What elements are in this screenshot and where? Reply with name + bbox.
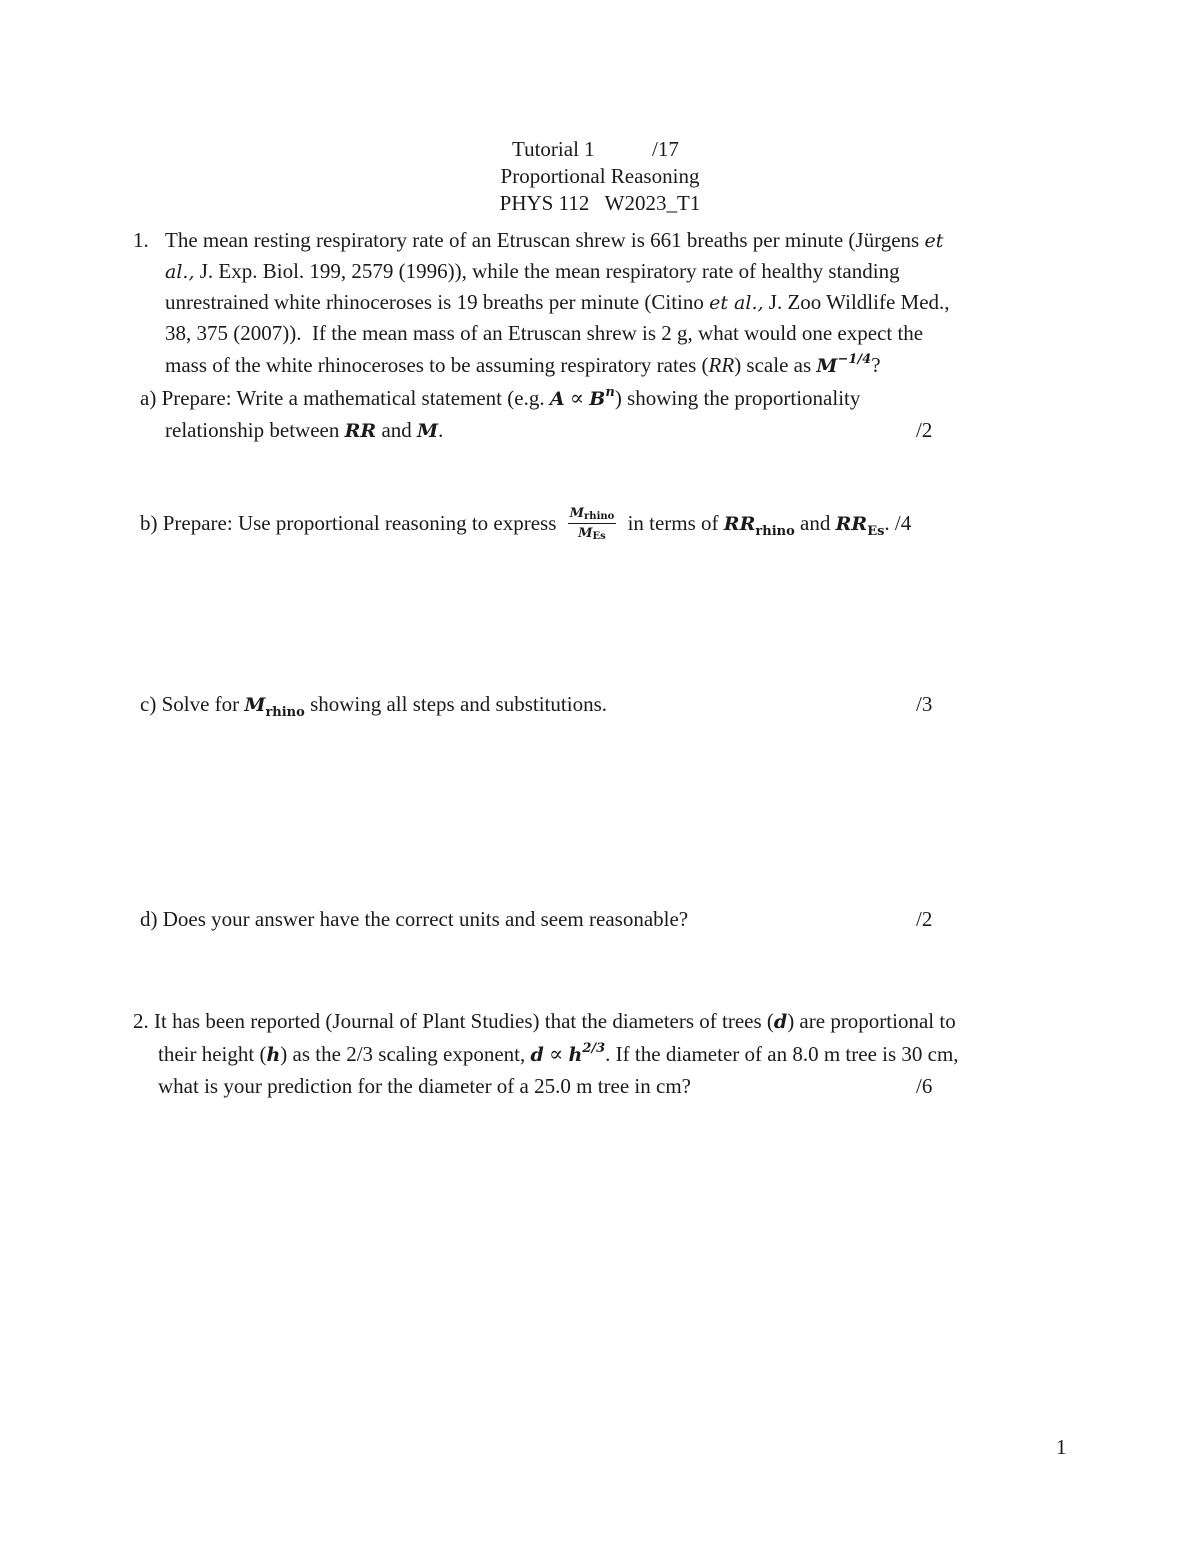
rr-symbol: RR (708, 353, 735, 377)
rr-es (835, 511, 885, 539)
course-code: PHYS 112 W2023_T1 (499, 191, 701, 215)
part-a-line-2 (165, 420, 443, 441)
q2-text: ) are proportional to (787, 1009, 956, 1033)
proportional-symbol: ∝ (543, 1042, 569, 1066)
q1-line-3 (165, 292, 950, 313)
part-a-score: /2 (916, 418, 933, 442)
den-sub: Es (592, 530, 606, 542)
rr-symbol: RR (723, 513, 756, 535)
q1-etal: et al., (709, 292, 764, 314)
q2-score: /6 (916, 1074, 933, 1098)
rr-sub: Es (867, 524, 885, 539)
mass-symbol: M (417, 420, 439, 442)
part-d-line: d) Does your answer have the correct units and seem reasonable? (140, 907, 689, 931)
page-number: 1 (1056, 1435, 1067, 1459)
tutorial-title (512, 139, 595, 160)
q2-line-1 (133, 1011, 956, 1032)
part-a-text: relationship between (165, 418, 345, 442)
part-b-text: in terms of (622, 511, 724, 535)
q1-text: J. Zoo Wildlife Med., (763, 290, 950, 314)
part-a-text: a) Prepare: Write a mathematical statement (e.g. (140, 386, 550, 410)
part-d-score: /2 (916, 907, 933, 931)
exponent-n: n (605, 385, 615, 400)
q1-text: mass of the white rhinoceroses to be assuming respiratory rates ( (165, 353, 709, 377)
q1-et: et (924, 230, 944, 252)
symbol-a: A (549, 388, 565, 410)
q1-line-4: 38, 375 (2007)). If the mean mass of an Etruscan shrew is 2 g, what would one expect the (165, 321, 924, 345)
proportional-symbol: ∝ (564, 386, 590, 410)
symbol-b: B (589, 388, 606, 410)
mass-ratio-fraction (568, 506, 617, 541)
period: . (438, 418, 444, 442)
q1-text: ? (871, 353, 881, 377)
num-sub: rhino (584, 511, 615, 522)
q1-text: unrestrained white rhinoceroses is 19 breaths per minute (Citino (165, 290, 710, 314)
q1-line-5 (165, 352, 881, 377)
q2-text: their height ( (158, 1042, 267, 1066)
height-symbol: h (266, 1044, 281, 1066)
height-symbol: h (568, 1044, 583, 1066)
tutorial-label: Tutorial 1 (512, 137, 595, 161)
q1-text: The mean resting respiratory rate of an Etruscan shrew is 661 breaths per minute (Jürgens (165, 228, 925, 252)
q1-text: J. Exp. Biol. 199, 2579 (1996)), while the mean respiratory rate of healthy standing (194, 259, 900, 283)
rr-symbol: RR (835, 513, 868, 535)
q2-text: . If the diameter of an 8.0 m tree is 30 cm, (605, 1042, 959, 1066)
exponent: 2/3 (582, 1041, 606, 1056)
part-c-line (140, 692, 607, 720)
part-a-text: ) showing the proportionality (614, 386, 861, 410)
part-c-score: /3 (916, 692, 933, 716)
diameter-symbol: d (530, 1044, 544, 1066)
mass-symbol: M (816, 355, 838, 377)
part-b-text: b) Prepare: Use proportional reasoning to express (140, 511, 562, 535)
rr-symbol: RR (344, 420, 377, 442)
fraction-numerator (568, 506, 617, 524)
q1-number: 1. (133, 228, 149, 252)
q1-line-1 (165, 230, 943, 251)
total-score: /17 (652, 137, 679, 161)
q1-line-2 (165, 261, 900, 282)
q2-text: 2. It has been reported (Journal of Plant Studies) that the diameters of trees ( (133, 1009, 774, 1033)
topic-title: Proportional Reasoning (500, 164, 700, 188)
q2-text: ) as the 2/3 scaling exponent, (280, 1042, 531, 1066)
part-b-score: /4 (889, 511, 912, 535)
part-c-text: showing all steps and substitutions. (304, 692, 607, 716)
q2-line-3: what is your prediction for the diameter of a 25.0 m tree in cm? (158, 1074, 691, 1098)
period: . (884, 511, 890, 535)
part-a-line-1 (140, 385, 861, 410)
rr-rhino (723, 511, 795, 539)
part-b-line (140, 506, 911, 541)
part-c-text: c) Solve for (140, 692, 245, 716)
q1-text: ) scale as (734, 353, 817, 377)
part-a-text: and (376, 418, 418, 442)
q1-al: al., (165, 261, 195, 283)
diameter-symbol: d (773, 1011, 788, 1033)
exponent: −1/4 (837, 352, 872, 367)
mass-sub: rhino (265, 705, 305, 720)
den-m: M (578, 525, 593, 541)
q2-line-2 (158, 1041, 959, 1066)
mass-symbol: M (244, 694, 266, 716)
num-m: M (569, 506, 585, 521)
rr-sub: rhino (755, 524, 795, 539)
part-b-text: and (794, 511, 836, 535)
fraction-denominator (568, 524, 617, 542)
